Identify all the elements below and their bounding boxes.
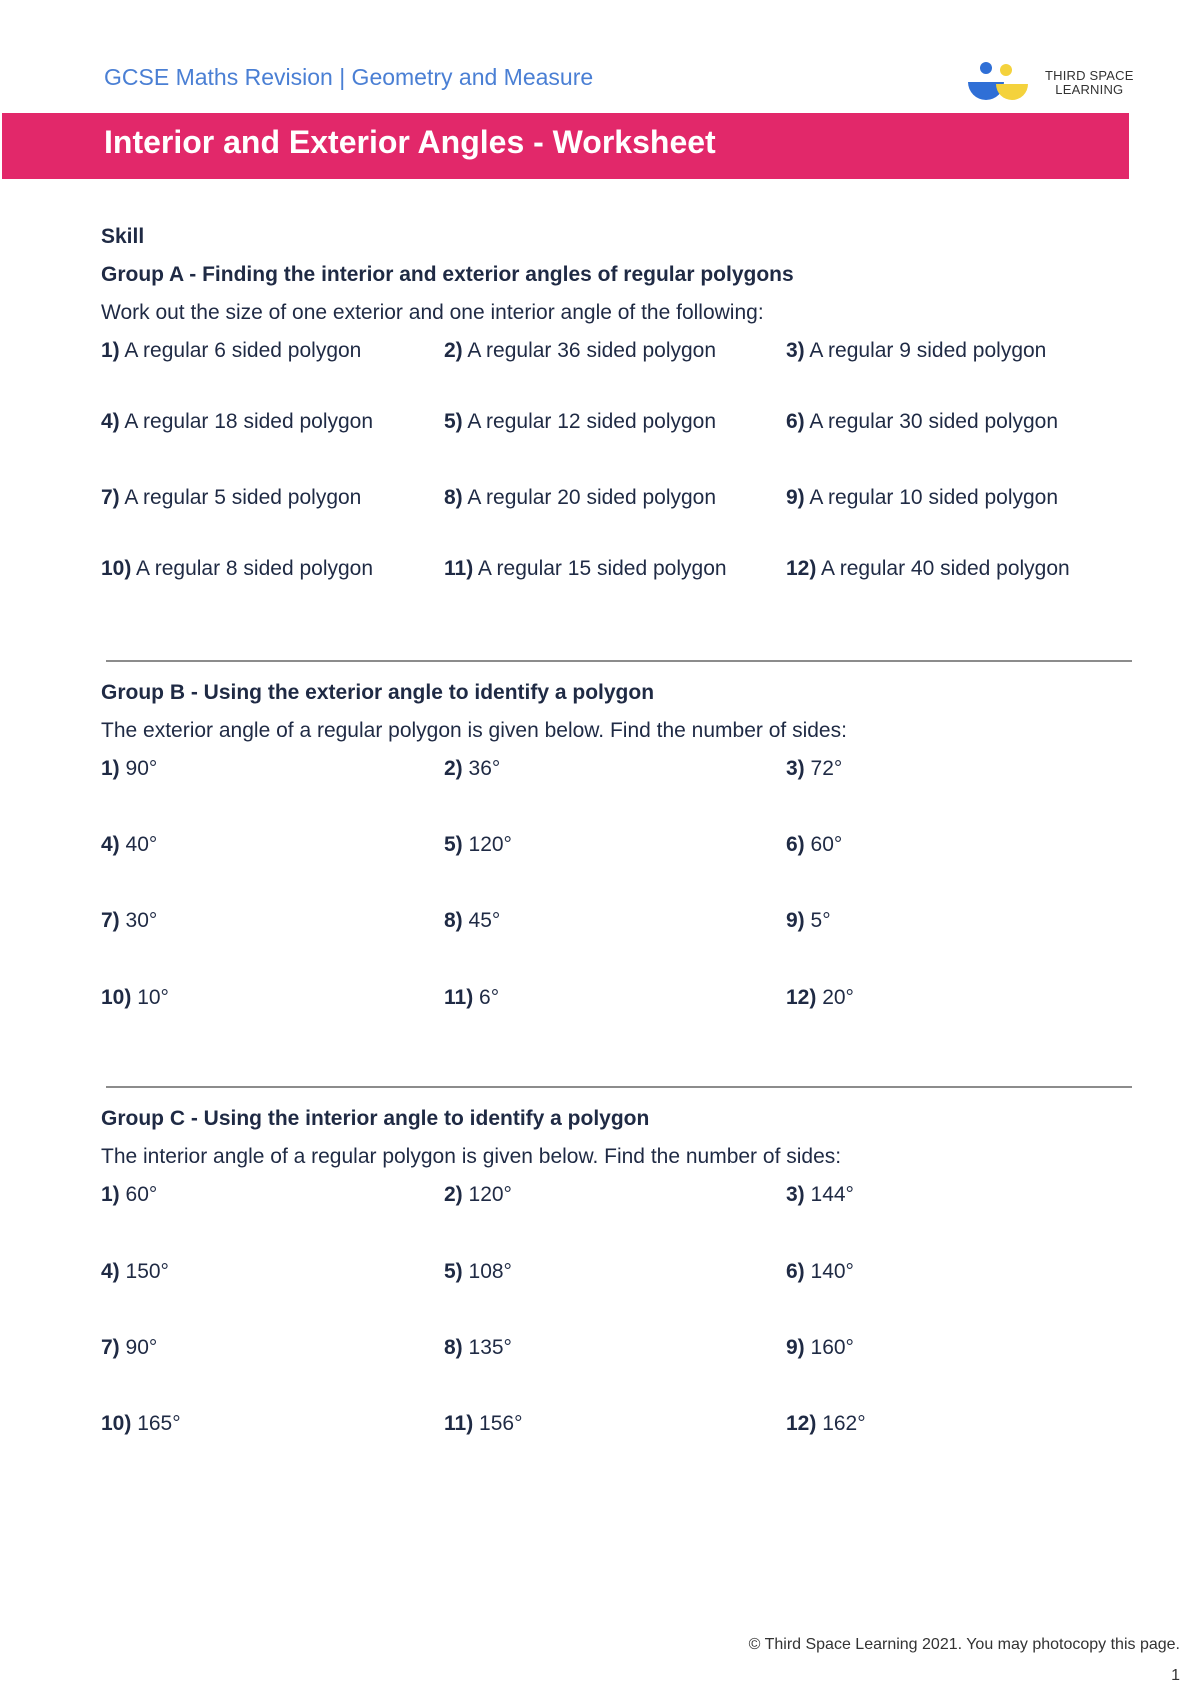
question-item	[444, 485, 716, 511]
question-item	[101, 756, 157, 782]
question-text: 30°	[119, 909, 158, 932]
question-number: 11)	[444, 1412, 474, 1435]
question-number: 8)	[444, 1336, 463, 1359]
question-text: 120°	[462, 833, 512, 856]
question-number: 3)	[786, 1183, 805, 1206]
question-number: 6)	[786, 833, 805, 856]
question-number: 12)	[786, 557, 817, 580]
question-item	[786, 1259, 854, 1285]
question-text: 162°	[816, 1412, 866, 1435]
question-number: 10)	[101, 557, 132, 580]
question-text: 160°	[804, 1336, 854, 1359]
question-number: 7)	[101, 486, 120, 509]
question-item	[101, 832, 157, 858]
question-item	[101, 409, 373, 435]
question-item	[444, 556, 727, 582]
question-text: A regular 20 sided polygon	[462, 486, 717, 509]
question-text: 144°	[804, 1183, 854, 1206]
question-text: 40°	[119, 833, 158, 856]
question-number: 8)	[444, 486, 463, 509]
group-b-title: Group B - Using the exterior angle to identify a polygon	[101, 681, 655, 704]
question-text: 120°	[462, 1183, 512, 1206]
question-number: 6)	[786, 410, 805, 433]
page-number: 1	[1171, 1667, 1180, 1684]
question-number: 10)	[101, 1412, 132, 1435]
question-item	[444, 985, 499, 1011]
question-text: 72°	[804, 757, 843, 780]
question-item	[786, 985, 854, 1011]
question-number: 4)	[101, 1260, 120, 1283]
question-number: 6)	[786, 1260, 805, 1283]
question-item	[101, 485, 361, 511]
question-item	[101, 1411, 181, 1437]
question-number: 7)	[101, 909, 120, 932]
question-item	[101, 985, 169, 1011]
question-number: 2)	[444, 757, 463, 780]
question-text: 150°	[119, 1260, 169, 1283]
question-item	[101, 338, 361, 364]
question-text: 140°	[804, 1260, 854, 1283]
question-text: A regular 5 sided polygon	[119, 486, 362, 509]
question-number: 5)	[444, 410, 463, 433]
group-c-instruction: The interior angle of a regular polygon is given below. Find the number of sides:	[101, 1145, 842, 1168]
question-text: 90°	[119, 1336, 158, 1359]
question-number: 9)	[786, 486, 805, 509]
question-text: A regular 9 sided polygon	[804, 339, 1047, 362]
question-number: 3)	[786, 757, 805, 780]
question-item	[786, 338, 1046, 364]
question-text: 135°	[462, 1336, 512, 1359]
question-text: 108°	[462, 1260, 512, 1283]
question-text: 156°	[473, 1412, 523, 1435]
group-a-title: Group A - Finding the interior and exterior angles of regular polygons	[101, 263, 794, 286]
question-item	[444, 832, 512, 858]
divider	[106, 660, 1132, 662]
question-item	[444, 1335, 512, 1361]
question-item	[786, 1182, 854, 1208]
question-text: A regular 12 sided polygon	[462, 410, 717, 433]
question-item	[786, 1411, 866, 1437]
question-item	[444, 338, 716, 364]
question-number: 1)	[101, 1183, 120, 1206]
copyright-footer: © Third Space Learning 2021. You may photocopy this page.	[748, 1636, 1180, 1653]
question-item	[101, 1182, 157, 1208]
question-text: 20°	[816, 986, 854, 1009]
page-title: Interior and Exterior Angles - Worksheet	[104, 124, 716, 160]
question-text: A regular 10 sided polygon	[804, 486, 1059, 509]
question-number: 9)	[786, 1336, 805, 1359]
question-text: 5°	[804, 909, 831, 932]
question-item	[786, 832, 842, 858]
question-number: 2)	[444, 339, 463, 362]
question-item	[101, 908, 157, 934]
logo-line-1: THIRD SPACE	[1045, 68, 1134, 83]
logo-text	[1045, 69, 1134, 97]
question-text: A regular 8 sided polygon	[131, 557, 374, 580]
question-item	[444, 908, 500, 934]
question-text: 165°	[131, 1412, 181, 1435]
divider	[106, 1086, 1132, 1088]
question-text: 6°	[473, 986, 500, 1009]
question-text: 45°	[462, 909, 501, 932]
question-number: 11)	[444, 986, 474, 1009]
question-number: 5)	[444, 1260, 463, 1283]
question-item	[101, 1335, 157, 1361]
question-text: A regular 18 sided polygon	[119, 410, 374, 433]
header-subtitle: GCSE Maths Revision | Geometry and Measure	[104, 64, 594, 90]
question-text: A regular 15 sided polygon	[473, 557, 727, 580]
question-item	[786, 756, 842, 782]
question-item	[444, 1259, 512, 1285]
question-item	[444, 409, 716, 435]
question-number: 12)	[786, 1412, 817, 1435]
question-item	[444, 1411, 522, 1437]
question-item	[444, 756, 500, 782]
group-a-instruction: Work out the size of one exterior and one interior angle of the following:	[101, 301, 764, 324]
question-item	[786, 908, 831, 934]
question-number: 3)	[786, 339, 805, 362]
question-item	[444, 1182, 512, 1208]
question-number: 9)	[786, 909, 805, 932]
logo-line-2: LEARNING	[1055, 82, 1124, 97]
question-number: 10)	[101, 986, 132, 1009]
question-text: A regular 36 sided polygon	[462, 339, 717, 362]
question-number: 4)	[101, 410, 120, 433]
question-number: 8)	[444, 909, 463, 932]
question-number: 1)	[101, 339, 120, 362]
skill-label: Skill	[101, 225, 145, 248]
question-number: 4)	[101, 833, 120, 856]
question-text: 10°	[131, 986, 169, 1009]
question-text: A regular 6 sided polygon	[119, 339, 362, 362]
question-text: A regular 30 sided polygon	[804, 410, 1059, 433]
question-text: 90°	[119, 757, 158, 780]
question-number: 12)	[786, 986, 817, 1009]
group-c-title: Group C - Using the interior angle to identify a polygon	[101, 1107, 650, 1130]
question-item	[786, 485, 1058, 511]
question-text: 60°	[804, 833, 843, 856]
question-text: A regular 40 sided polygon	[816, 557, 1070, 580]
question-item	[101, 1259, 169, 1285]
question-text: 36°	[462, 757, 501, 780]
question-item	[786, 1335, 854, 1361]
question-item	[101, 556, 373, 582]
question-number: 11)	[444, 557, 474, 580]
question-item	[786, 556, 1070, 582]
question-number: 5)	[444, 833, 463, 856]
question-number: 7)	[101, 1336, 120, 1359]
question-item	[786, 409, 1058, 435]
question-text: 60°	[119, 1183, 158, 1206]
question-number: 1)	[101, 757, 120, 780]
group-b-instruction: The exterior angle of a regular polygon is given below. Find the number of sides:	[101, 719, 847, 742]
question-number: 2)	[444, 1183, 463, 1206]
